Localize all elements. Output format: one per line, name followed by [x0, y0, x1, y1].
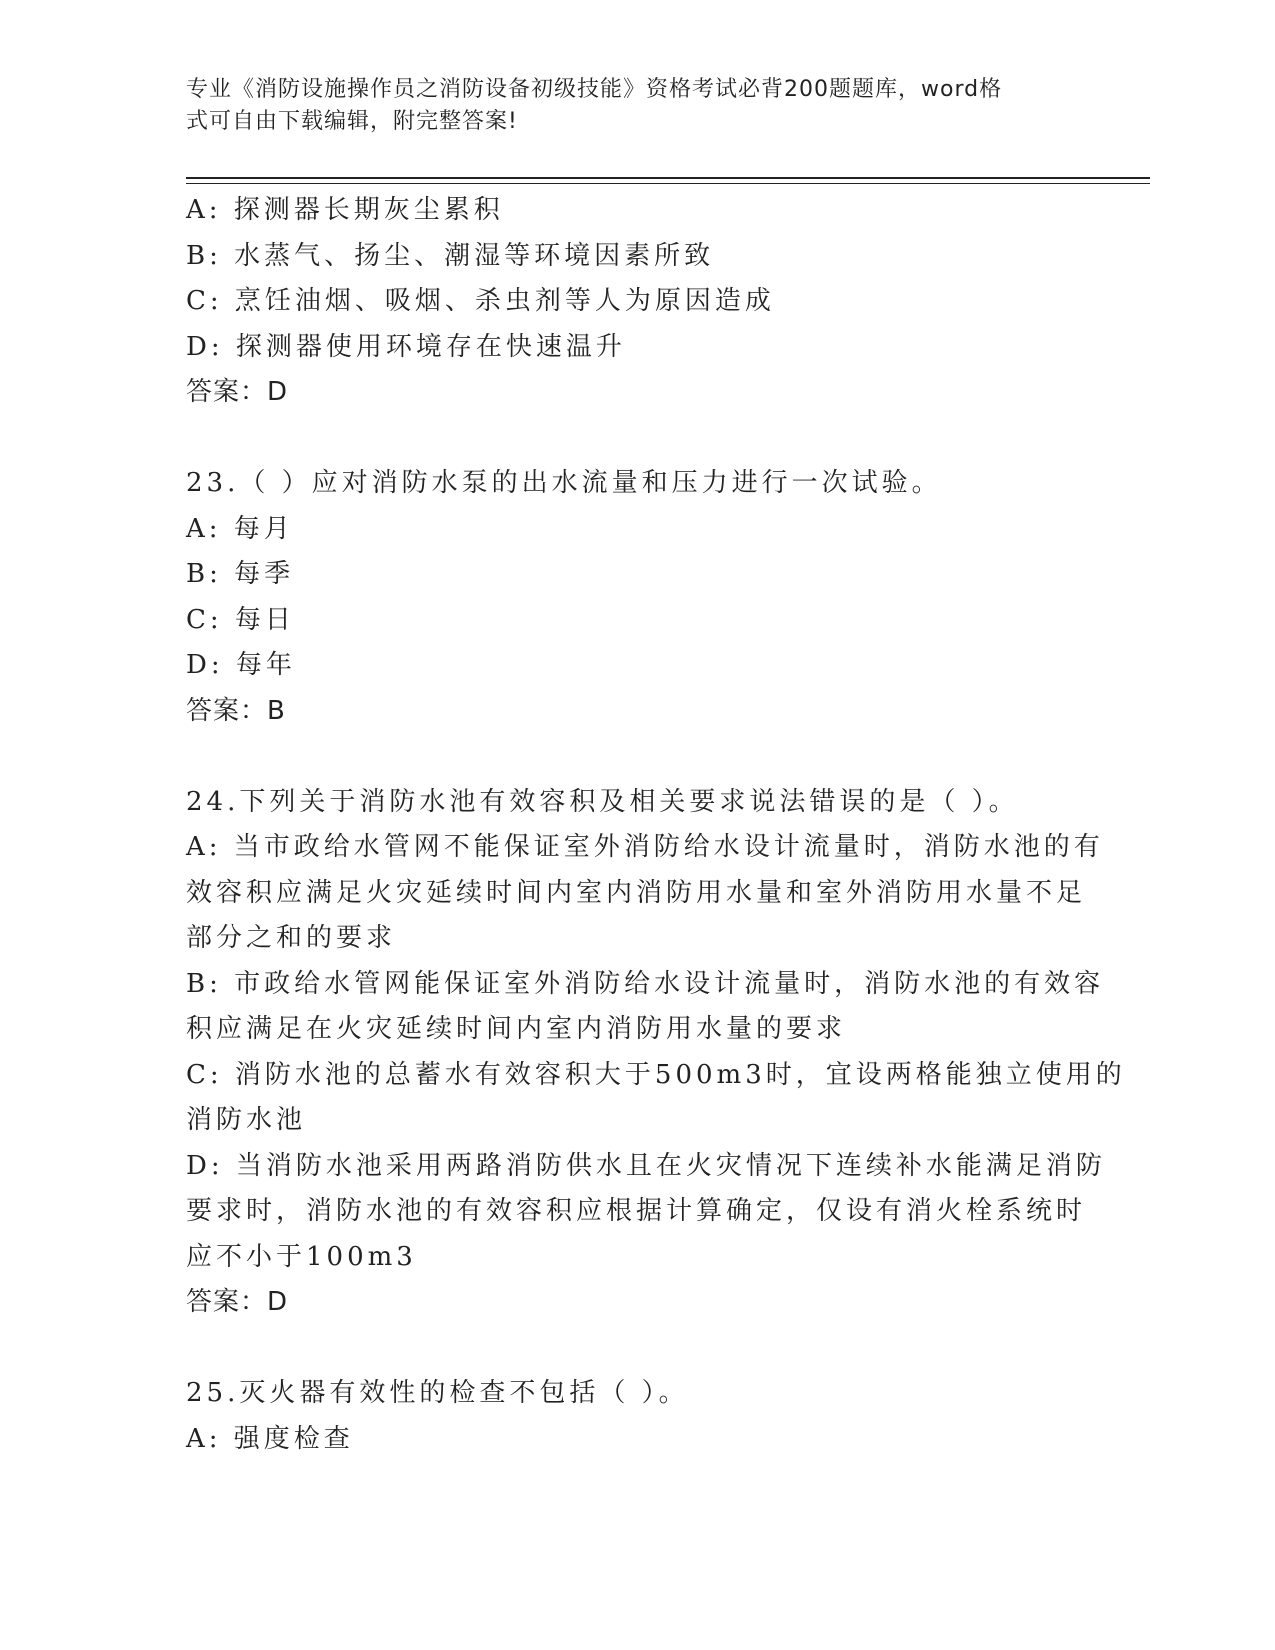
header-line-1: 专业《消防设施操作员之消防设备初级技能》资格考试必背200题题库，word格	[186, 77, 1003, 102]
question-25	[186, 1371, 1086, 1462]
q22-option-a: A: 探测器长期灰尘累积	[186, 195, 504, 225]
question-content	[186, 188, 1126, 1462]
q23-option-d: D: 每年	[186, 650, 296, 680]
q22-option-d: D: 探测器使用环境存在快速温升	[186, 331, 626, 362]
q24-answer: 答案：D	[186, 1287, 289, 1317]
q23-option-a: A: 每月	[186, 513, 294, 544]
q23-answer: 答案：B	[186, 695, 286, 726]
q24-option-a-line-1: A: 当市政给水管网不能保证室外消防给水设计流量时，消防水池的有	[186, 832, 1104, 862]
q23-option-b: B: 每季	[186, 559, 295, 589]
q22-option-b: B: 水蒸气、扬尘、潮湿等环境因素所致	[186, 240, 715, 271]
header-line-2: 式可自由下载编辑，附完整答案!	[186, 109, 518, 134]
q24-option-c-line-2: 消防水池	[186, 1105, 307, 1135]
q23-stem: 23.（ ）应对消防水泵的出水流量和压力进行一次试验。	[186, 468, 942, 498]
header-divider-thick	[186, 177, 1150, 179]
q24-option-a-line-2: 效容积应满足火灾延续时间内室内消防用水量和室外消防用水量不足	[186, 877, 1087, 908]
q22-option-c: C: 烹饪油烟、吸烟、杀虫剂等人为原因造成	[186, 286, 775, 316]
q24-option-c-line-1: C: 消防水池的总蓄水有效容积大于500m3时，宜设两格能独立使用的	[186, 1059, 1126, 1090]
question-22	[186, 188, 1086, 416]
spacer	[186, 734, 1086, 780]
q24-option-d-line-3: 应不小于100m3	[186, 1241, 417, 1272]
q24-option-b-line-1: B: 市政给水管网能保证室外消防给水设计流量时，消防水池的有效容	[186, 968, 1105, 999]
q24-option-a-line-3: 部分之和的要求	[186, 923, 397, 953]
header-divider-thin	[186, 183, 1150, 184]
spacer	[186, 1326, 1086, 1372]
q24-option-d-line-2: 要求时，消防水池的有效容积应根据计算确定，仅设有消火栓系统时	[186, 1196, 1087, 1226]
question-24	[186, 780, 1126, 1326]
question-23	[186, 461, 1086, 734]
spacer	[186, 416, 1086, 462]
q24-option-b-line-2: 积应满足在火灾延续时间内室内消防用水量的要求	[186, 1014, 847, 1044]
q24-option-d-line-1: D: 当消防水池采用两路消防供水且在火灾情况下连续补水能满足消防	[186, 1150, 1106, 1181]
document-header	[186, 74, 1066, 138]
q25-option-a: A: 强度检查	[186, 1423, 354, 1454]
q25-stem: 25.灭火器有效性的检查不包括（ ）。	[186, 1378, 689, 1408]
q22-answer: 答案：D	[186, 377, 289, 407]
q23-option-c: C: 每日	[186, 604, 295, 635]
q24-stem: 24.下列关于消防水池有效容积及相关要求说法错误的是（ ）。	[186, 786, 1019, 817]
